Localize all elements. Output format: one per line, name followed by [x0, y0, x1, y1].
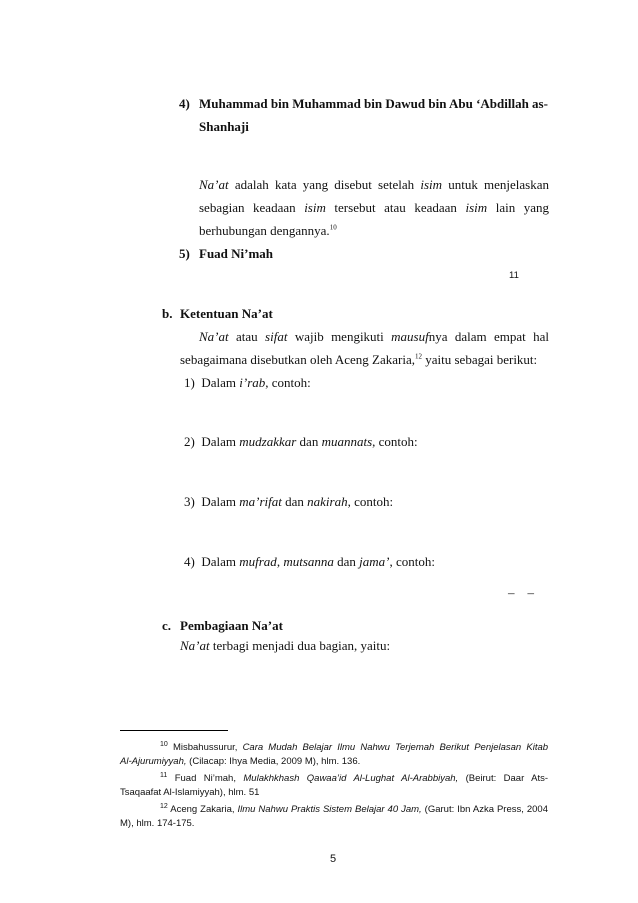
footnote-11-line1: $^{11}$ Fuad Ni’mah, Mulakhkhash Qawaa’id Al-Lughat Al-Arabbiyah, (Beirut: Daar Ats- [160, 771, 549, 784]
paragraph-pembagiaan: Na’at terbagi menjadi dua bagian, yaitu: [180, 638, 391, 653]
footnote-separator [120, 730, 228, 731]
paragraph-ketentuan-line1: Na’at atau sifat wajib mengikuti mausufnya dalam empat hal [199, 329, 550, 344]
footnote-10-line2: Al-Ajurumiyyah, (Cilacap: Ihya Media, 2009 M), hlm. 136. [120, 756, 361, 767]
paragraph-naat-def-line1: Na’at adalah kata yang disebut setelah isim untuk menjelaskan [199, 177, 549, 192]
section-c-heading: Pembagiaan Na’at [180, 618, 283, 633]
example-dashes: – – [508, 585, 534, 600]
footnote-marker-11[interactable]: 11 [509, 270, 519, 281]
list-item-marifat: 3) Dalam ma’rifat dan nakirah, contoh: [184, 494, 394, 509]
item-4-heading-line1: Muhammad bin Muhammad bin Dawud bin Abu ‘Abdillah as- [199, 96, 548, 111]
list-item-mudzakkar: 2) Dalam mudzakkar dan muannats, contoh: [184, 434, 418, 449]
footnote-11-line2: Tsaqaafat Al-Islamiyyah), hlm. 51 [120, 787, 260, 798]
list-item-mufrad: 4) Dalam mufrad, mutsanna dan jama’, contoh: [184, 554, 435, 569]
page-number: 5 [330, 853, 337, 865]
paragraph-naat-def-line3: berhubungan dengannya.$^{10}$ [199, 223, 337, 238]
section-b-heading: Ketentuan Na’at [180, 306, 273, 321]
section-c-label: c. [162, 618, 172, 633]
footnote-10-line1: $^{10}$ Misbahussurur, Cara Mudah Belajar Ilmu Nahwu Terjemah Berikut Penjelasan Kitab [160, 740, 549, 753]
list-item-irab: 1) Dalam i’rab, contoh: [184, 375, 311, 390]
footnote-12-line1: $^{12}$ Aceng Zakaria, Ilmu Nahwu Praktis Sistem Belajar 40 Jam, (Garut: Ibn Azka Press, 2004 [160, 802, 548, 815]
item-5-heading: Fuad Ni’mah [199, 246, 274, 261]
item-4-number: 4) [179, 96, 190, 111]
paragraph-naat-def-line2: sebagian keadaan isim tersebut atau keadaan isim lain yang [199, 200, 550, 215]
footnote-ref-12[interactable]: 12 [415, 352, 422, 361]
item-5-number: 5) [179, 246, 190, 261]
footnote-12-line2: M), hlm. 174-175. [120, 818, 195, 829]
item-4-heading-line2: Shanhaji [199, 119, 249, 134]
footnote-ref-10[interactable]: 10 [329, 223, 337, 232]
section-b-label: b. [162, 306, 173, 321]
paragraph-ketentuan-line2: sebagaimana disebutkan oleh Aceng Zakaria,$^{12}$ yaitu sebagai berikut: [180, 352, 538, 367]
